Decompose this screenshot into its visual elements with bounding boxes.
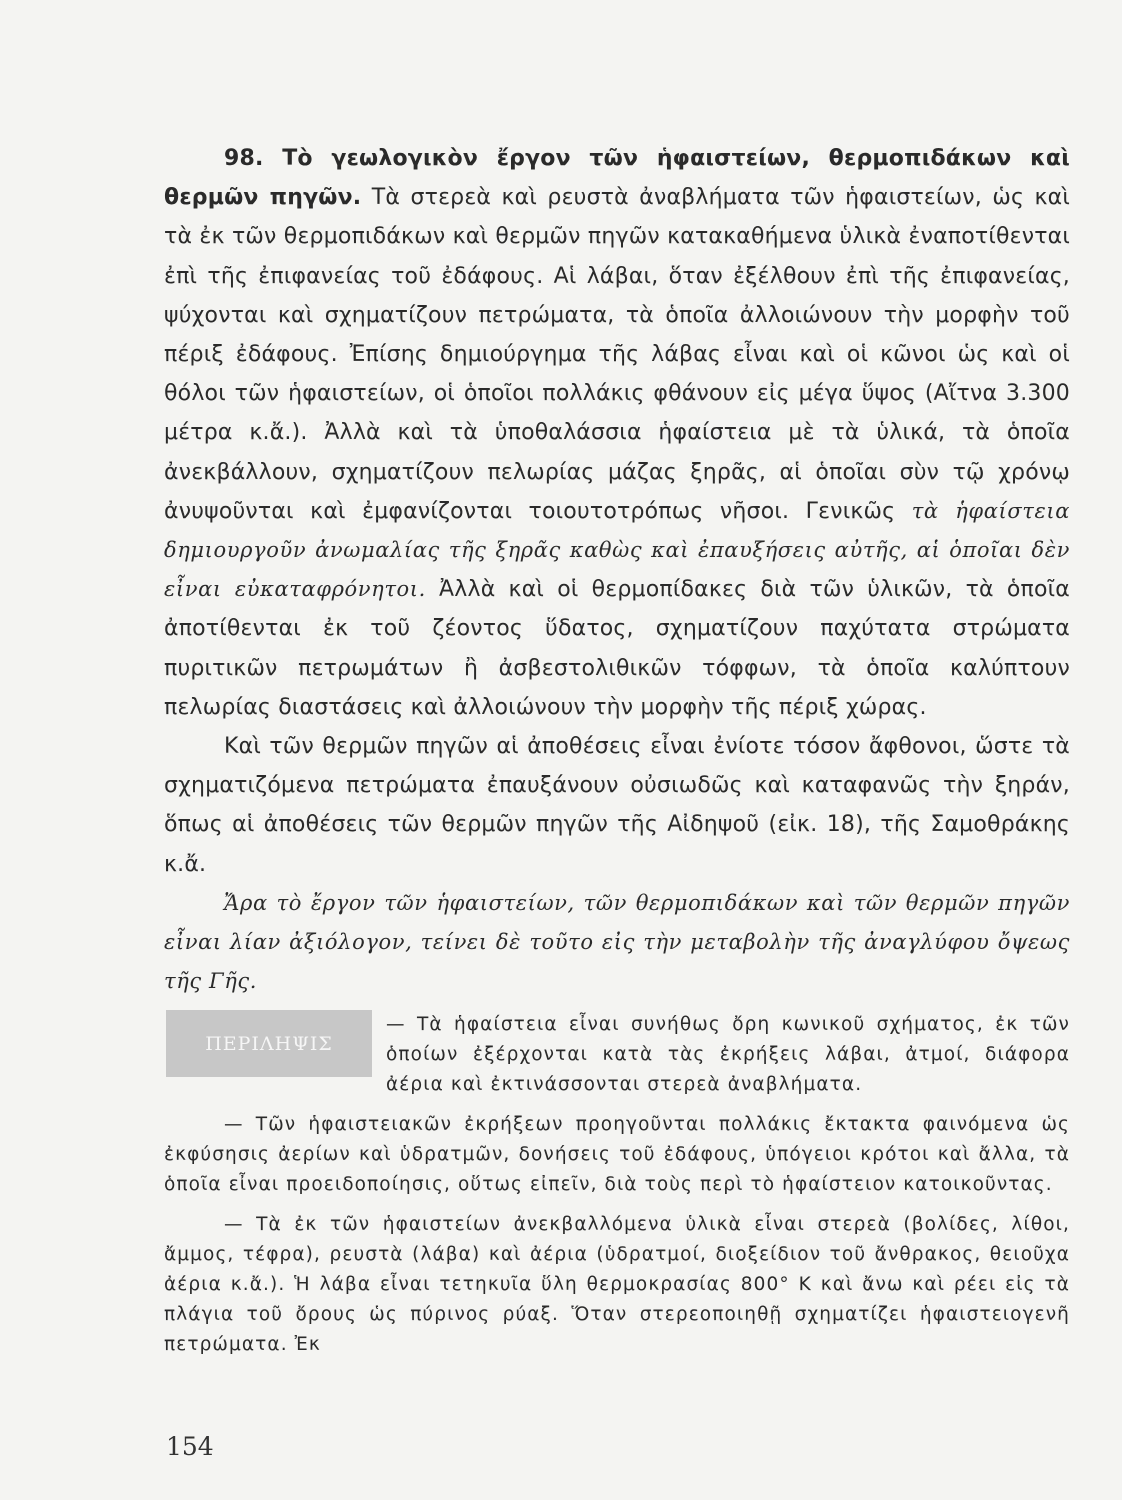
summary-item-3: — Τὰ ἐκ τῶν ἡφαιστείων ἀνεκβαλλόμενα ὑλικὰ εἶναι στερεὰ (βολίδες, λίθοι, ἄμμος, τέφρα), ρευστὰ (λάβα) καὶ ἀέρια (ὑδρατμοί, διοξείδιον τοῦ ἄνθρακος, θειοῦχα ἀέρια κ.ἄ.). Ἡ λάβα εἶναι τετηκυῖα ὕλη θερμοκρασίας 800° Κ καὶ ἄνω καὶ ρέει εἰς τὰ πλάγια τοῦ ὄρους ὡς πύρινος ρύαξ. Ὅταν στερεοποιηθῇ σχηματίζει ἡφαιστειογενῆ πετρώματα. Ἐκ bbox=[164, 1214, 1070, 1355]
paragraph-1-text-end: Ἀλλὰ καὶ οἱ θερμοπίδακες διὰ τῶν ὑλικῶν, τὰ ὁποῖα ἀποτίθενται ἐκ τοῦ ζέοντος ὕδατος, σχηματίζουν παχύτατα στρώματα πυριτικῶν πετρωμάτων ἢ ἀσβεστολιθικῶν τόφφων, τὰ ὁποῖα καλύπτουν πελωρίας διαστάσεις καὶ ἀλλοιώνουν τὴν μορφὴν τῆς πέριξ χώρας. bbox=[164, 577, 1070, 720]
paragraph-1-italic: τὰ ἡφαίστεια δημιουργοῦν ἀνωμαλίας τῆς ξηρᾶς καθὼς καὶ ἐπαυξήσεις αὐτῆς, αἱ ὁποῖαι δὲν εἶναι εὐκαταφρόνητοι. bbox=[164, 498, 1070, 602]
summary-item-2: — Τῶν ἡφαιστειακῶν ἐκρήξεων προηγοῦνται πολλάκις ἔκτακτα φαινόμενα ὡς ἐκφύσησις ἀερίων καὶ ὑδρατμῶν, δονήσεις τοῦ ἐδάφους, ὑπόγειοι κρότοι καὶ ἄλλα, τὰ ὁποῖα εἶναι προειδοποίησις, οὕτως εἰπεῖν, διὰ τοὺς περὶ τὸ ἡφαίστειον κατοικοῦντας. bbox=[164, 1114, 1070, 1195]
section-heading: 98. Τὸ γεωλογικὸν ἔργον τῶν ἡφαιστείων, θερμοπιδάκων καὶ θερμῶν πηγῶν. bbox=[164, 146, 1070, 211]
paragraph-1-text: Τὰ στερεὰ καὶ ρευστὰ ἀναβλήματα τῶν ἡφαιστείων, ὡς καὶ τὰ ἐκ τῶν θερμοπιδάκων καὶ θερμῶν πηγῶν κατακαθήμενα ὑλικὰ ἐναποτίθενται ἐπὶ τῆς ἐπιφανείας τοῦ ἐδάφους. Αἱ λάβαι, ὅταν ἐξέλθουν ἐπὶ τῆς ἐπιφανείας, ψύχονται καὶ σχηματίζουν πετρώματα, τὰ ὁποῖα ἀλλοιώνουν τὴν μορφὴν τοῦ πέριξ ἐδάφους. Ἐπίσης δημιούργημα τῆς λάβας εἶναι καὶ οἱ κῶνοι ὡς καὶ οἱ θόλοι τῶν ἡφαιστείων, οἱ ὁποῖοι πολλάκις φθάνουν εἰς μέγα ὕψος (Αἴτνα 3.300 μέτρα κ.ἄ.). Ἀλλὰ καὶ τὰ ὑποθαλάσσια ἡφαίστεια μὲ τὰ ὑλικά, τὰ ὁποῖα ἀνεκβάλλουν, σχηματίζουν πελωρίας μάζας ξηρᾶς, αἱ ὁποῖαι σὺν τῷ χρόνῳ ἀνυψοῦνται καὶ ἐμφανίζονται τοιουτοτρόπως νῆσοι. Γενικῶς bbox=[164, 185, 1070, 524]
paragraph-1 bbox=[164, 139, 1070, 727]
page-number: 154 bbox=[166, 1432, 214, 1461]
summary-item-1: — Τὰ ἡφαίστεια εἶναι συνήθως ὄρη κωνικοῦ σχήματος, ἐκ τῶν ὁποίων ἐξέρχονται κατὰ τὰς ἐκρήξεις λάβαι, ἀτμοί, διάφορα ἀέρια καὶ ἐκτινάσσονται στερεὰ ἀναβλήματα. bbox=[386, 1014, 1070, 1095]
summary-label: ΠΕΡΙΛΗΨΙΣ bbox=[166, 1010, 372, 1077]
paragraph-2: Καὶ τῶν θερμῶν πηγῶν αἱ ἀποθέσεις εἶναι ἐνίοτε τόσον ἄφθονοι, ὥστε τὰ σχηματιζόμενα πετρώματα ἐπαυξάνουν οὐσιωδῶς καὶ καταφανῶς τὴν ξηράν, ὅπως αἱ ἀποθέσεις τῶν θερμῶν πηγῶν τῆς Αἰδηψοῦ (εἰκ. 18), τῆς Σαμοθράκης κ.ἄ. bbox=[164, 734, 1070, 877]
summary-section bbox=[164, 1010, 1070, 1360]
paragraph-3-italic: Ἄρα τὸ ἔργον τῶν ἡφαιστείων, τῶν θερμοπιδάκων καὶ τῶν θερμῶν πηγῶν εἶναι λίαν ἀξιόλογον, τείνει δὲ τοῦτο εἰς τὴν μεταβολὴν τῆς ἀναγλύφου ὄψεως τῆς Γῆς. bbox=[164, 890, 1070, 994]
main-text bbox=[164, 139, 1070, 1001]
